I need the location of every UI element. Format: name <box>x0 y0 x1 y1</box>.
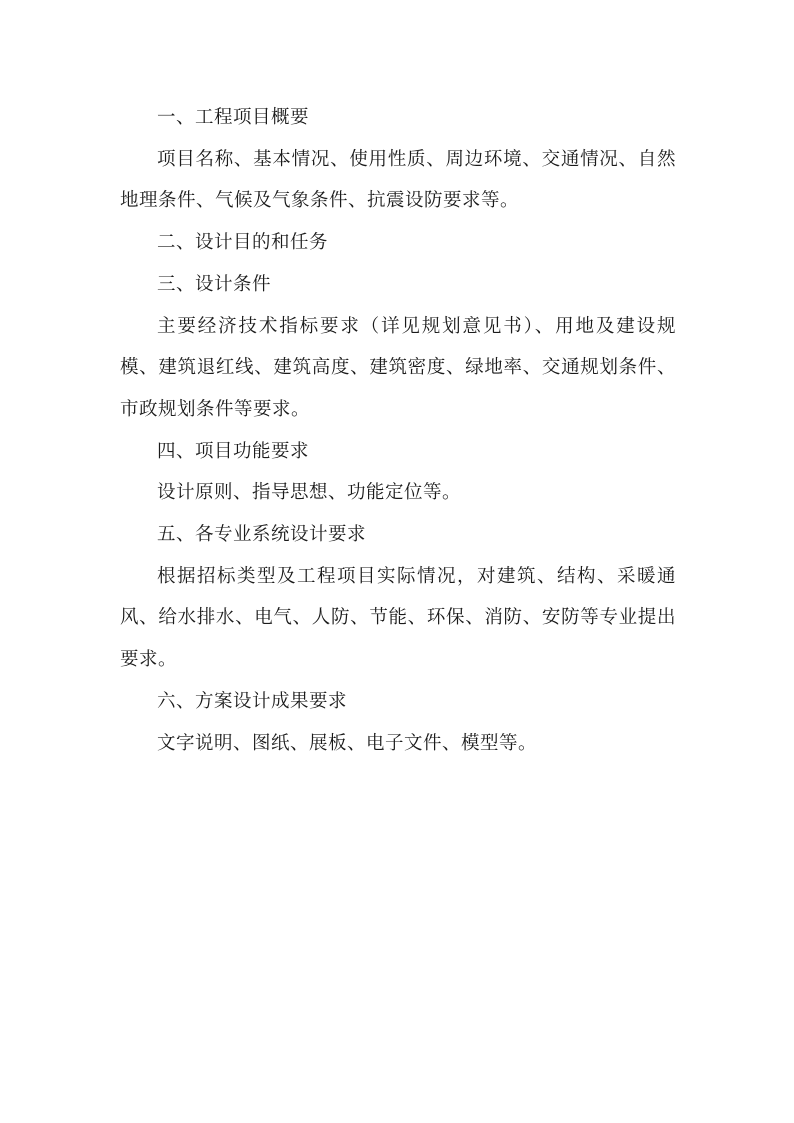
paragraph-systems: 根据招标类型及工程项目实际情况，对建筑、结构、采暖通风、给水排水、电气、人防、节能、环保、消防、安防等专业提出要求。 <box>120 565 676 671</box>
section-heading-purpose: 二、设计目的和任务 <box>157 232 329 254</box>
section-heading-overview: 一、工程项目概要 <box>157 107 310 128</box>
section-heading-deliverables: 六、方案设计成果要求 <box>157 690 348 712</box>
section-heading-systems: 五、各专业系统设计要求 <box>157 524 367 546</box>
paragraph-functions: 设计原则、指导思想、功能定位等。 <box>157 482 462 504</box>
paragraph-deliverables: 文字说明、图纸、展板、电子文件、模型等。 <box>157 732 538 754</box>
section-heading-conditions: 三、设计条件 <box>157 273 272 295</box>
paragraph-conditions: 主要经济技术指标要求（详见规划意见书）、用地及建设规模、建筑退红线、建筑高度、建筑密度、绿地率、交通规划条件、市政规划条件等要求。 <box>120 315 676 420</box>
document-body <box>120 97 676 764</box>
section-heading-functions: 四、项目功能要求 <box>157 440 310 462</box>
paragraph-overview: 项目名称、基本情况、使用性质、周边环境、交通情况、自然地理条件、气候及气象条件、抗震设防要求等。 <box>120 148 676 212</box>
